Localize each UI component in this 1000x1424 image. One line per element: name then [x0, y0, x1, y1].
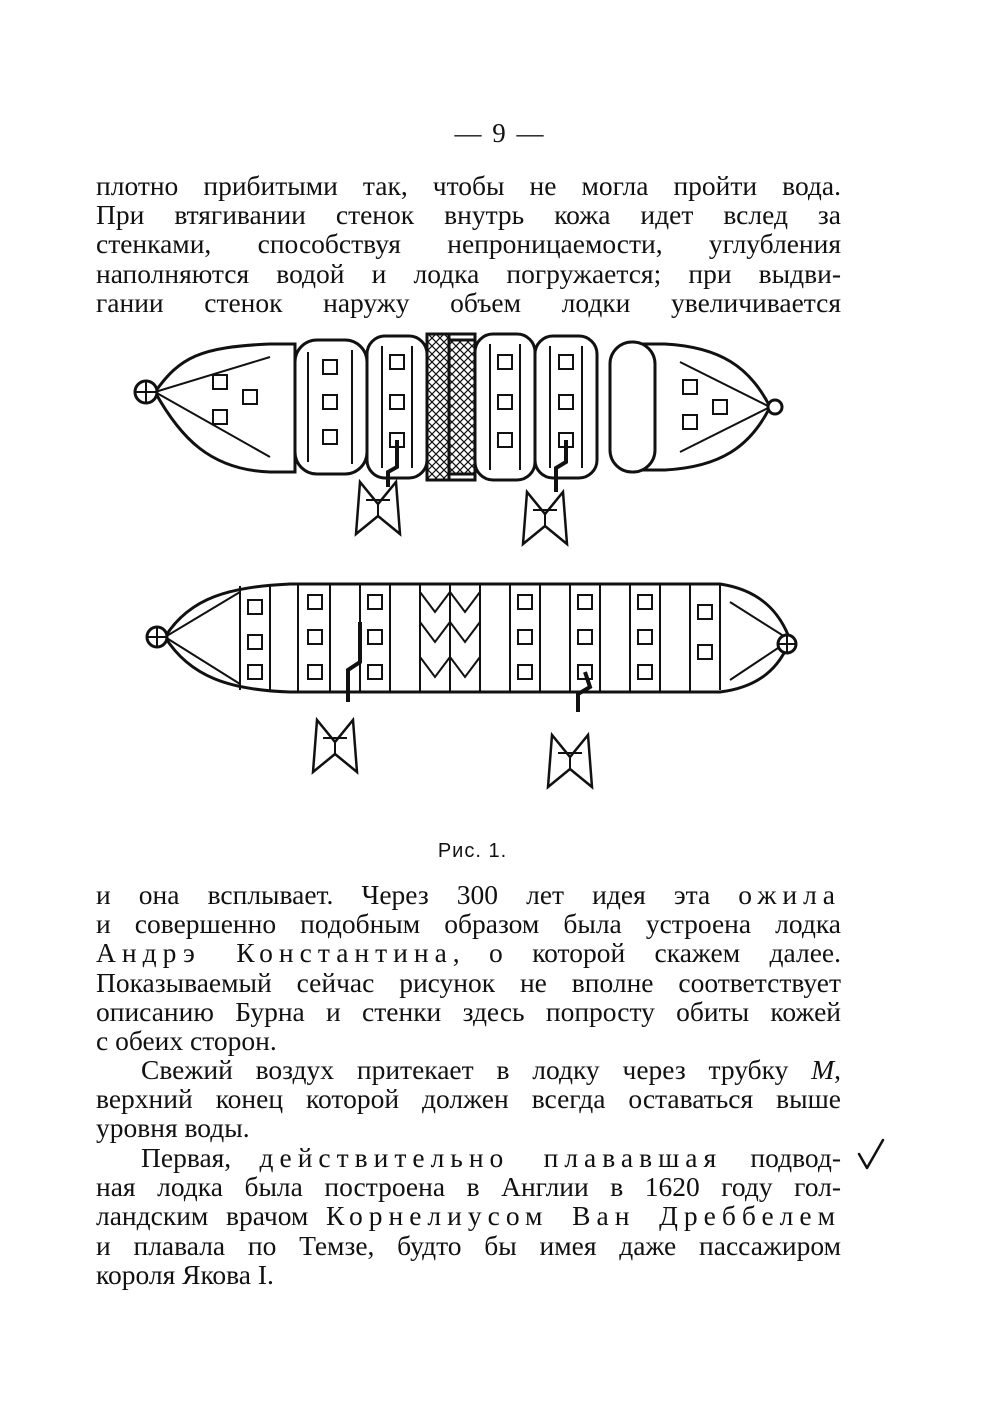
- text-line: наполняются водой и лодка погружается; при выдви-: [96, 257, 841, 289]
- text-line: стенками, способствуя непроницаемости, углубления: [96, 228, 841, 260]
- submarine-figure: [120, 322, 810, 822]
- text-line: ландским врачом Корнелиусом Ван Дреббелем: [96, 1200, 841, 1232]
- text-line: При втягивании стенок внутрь кожа идет вслед за: [96, 199, 841, 231]
- text-line: описанию Бурна и стенки здесь попросту обиты кожей: [96, 995, 841, 1027]
- submarine-top: [135, 334, 782, 544]
- text-line: с обеих сторон.: [96, 1025, 277, 1057]
- text-line: Свежий воздух притекает в лодку через трубку М,: [141, 1054, 841, 1085]
- text-line: короля Якова I.: [96, 1258, 274, 1290]
- text-line: ная лодка была построена в Англии в 1620 году гол-: [96, 1171, 841, 1203]
- text-line: гании стенок наружу объем лодки увеличивается: [96, 286, 841, 318]
- paragraph-top: [96, 171, 841, 317]
- text-line: и плавала по Темзе, будто бы имея даже пассажиром: [96, 1229, 841, 1261]
- text-line: плотно прибитыми так, чтобы не могла пройти вода.: [96, 170, 841, 201]
- text-line: Первая, действительно плававшая подвод-: [141, 1142, 841, 1173]
- submarine-bottom: [147, 584, 796, 787]
- text-line: Показываемый сейчас рисунок не вполне соответствует: [96, 966, 841, 998]
- paragraph-last: [96, 1143, 841, 1289]
- text-line: уровня воды.: [96, 1112, 250, 1144]
- figure-caption: Рис. 1.: [437, 840, 508, 862]
- paragraph-air: [96, 1055, 841, 1143]
- paragraph-middle: [96, 880, 841, 1055]
- text-line: и она всплывает. Через 300 лет идея эта ожила: [96, 879, 841, 910]
- page-number: — 9 —: [454, 118, 546, 148]
- text-line: верхний конец которой должен всегда оставаться выше: [96, 1083, 841, 1115]
- text-line: и совершенно подобным образом была устроена лодка: [96, 908, 841, 940]
- checkmark-icon: [856, 1138, 886, 1172]
- text-line: Андрэ Константина, о которой скажем далее.: [96, 937, 841, 969]
